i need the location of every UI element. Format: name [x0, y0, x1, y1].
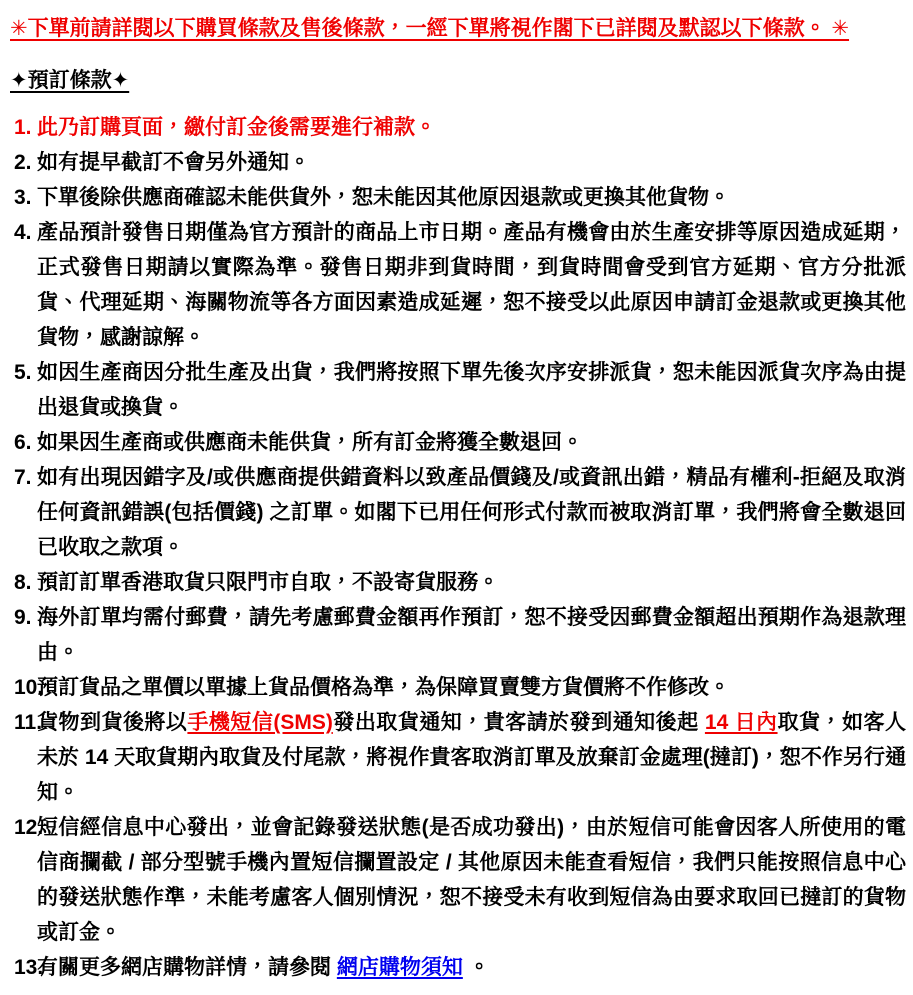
term-number: 5.	[14, 361, 32, 384]
term-item	[10, 600, 906, 670]
term-text: 預訂訂單香港取貨只限門市自取，不設寄貨服務。	[37, 571, 499, 594]
section-title-preorder-terms: ✦預訂條款✦	[10, 69, 130, 92]
term-number: 10.	[14, 676, 44, 699]
term-item	[10, 355, 906, 425]
term-text: 取貨，如客人未於 14 天取貨期內取貨及付尾款，將視作貴客取消訂單及放棄訂金處理(撻訂)，恕不作另行通知。	[37, 711, 906, 804]
term-text: 下單後除供應商確認未能供貨外，恕未能因其他原因退款或更換其他貨物。	[37, 186, 730, 209]
term-item	[10, 215, 906, 355]
term-text: 發出取貨通知，貴客請於發到通知後起	[332, 711, 705, 734]
term-item	[10, 810, 906, 950]
term-number: 3.	[14, 186, 32, 209]
term-item	[10, 670, 906, 705]
term-number: 6.	[14, 431, 32, 454]
term-item	[10, 705, 906, 810]
term-number: 1.	[14, 116, 32, 139]
term-number: 12.	[14, 816, 44, 839]
term-text: 海外訂單均需付郵費，請先考慮郵費金額再作預訂，恕不接受因郵費金額超出預期作為退款理由。	[37, 606, 906, 664]
term-text: 有關更多網店購物詳情，請參閱	[37, 956, 337, 979]
term-item	[10, 950, 906, 985]
term-text: 如有出現因錯字及/或供應商提供錯資料以致產品價錢及/或資訊出錯，精品有權利-拒絕及取消任何資訊錯誤(包括價錢) 之訂單。如閣下已用任何形式付款而被取消訂單，我們將會全數退回已收取之款項。	[37, 466, 906, 559]
term-item	[10, 145, 906, 180]
term-number: 11.	[14, 711, 43, 734]
term-text: 如果因生產商或供應商未能供貨，所有訂金將獲全數退回。	[37, 431, 583, 454]
term-number: 9.	[14, 606, 32, 629]
term-item	[10, 110, 906, 145]
term-text: 此乃訂購頁面，繳付訂金後需要進行補款。	[37, 116, 436, 139]
term-text: 如有提早截訂不會另外通知。	[37, 151, 310, 174]
term-number: 2.	[14, 151, 32, 174]
term-text: 。	[462, 956, 490, 979]
term-text: 預訂貨品之單價以單據上貨品價格為準，為保障買賣雙方貨價將不作修改。	[37, 676, 730, 699]
term-text: 產品預計發售日期僅為官方預計的商品上市日期。產品有機會由於生產安排等原因造成延期，正式發售日期請以實際為準。發售日期非到貨時間，到貨時間會受到官方延期、官方分批派貨、代理延期、海關物流等各方面因素造成延遲，恕不接受以此原因申請訂金退款或更換其他貨物，感謝諒解。	[37, 221, 906, 349]
term-item	[10, 180, 906, 215]
shop-notice-link[interactable]: 網店購物須知	[336, 956, 463, 979]
red-emphasis-text: 14 日內	[704, 711, 778, 734]
term-number: 13.	[14, 956, 44, 979]
term-number: 8.	[14, 571, 32, 594]
red-emphasis-text: 手機短信(SMS)	[187, 711, 333, 734]
term-text: 如因生產商因分批生產及出貨，我們將按照下單先後次序安排派貨，恕未能因派貨次序為由提出退貨或換貨。	[37, 361, 906, 419]
term-number: 7.	[14, 466, 32, 489]
term-text: 貨物到貨後將以	[37, 711, 188, 734]
terms-notice-banner: ✳下單前請詳閱以下購買條款及售後條款，一經下單將視作閣下已詳閱及默認以下條款。 ✳	[10, 17, 850, 40]
terms-list	[10, 110, 906, 985]
term-number: 4.	[14, 221, 32, 244]
term-text: 短信經信息中心發出，並會記錄發送狀態(是否成功發出)，由於短信可能會因客人所使用的電信商攔截 / 部分型號手機內置短信攔置設定 / 其他原因未能查看短信，我們只能按照信息中心的發送狀態作準，未能考慮客人個別情況，恕不接受未有收到短信為由要求取回已撻訂的貨物或訂金。	[37, 816, 906, 944]
term-item	[10, 460, 906, 565]
term-item	[10, 425, 906, 460]
term-item	[10, 565, 906, 600]
